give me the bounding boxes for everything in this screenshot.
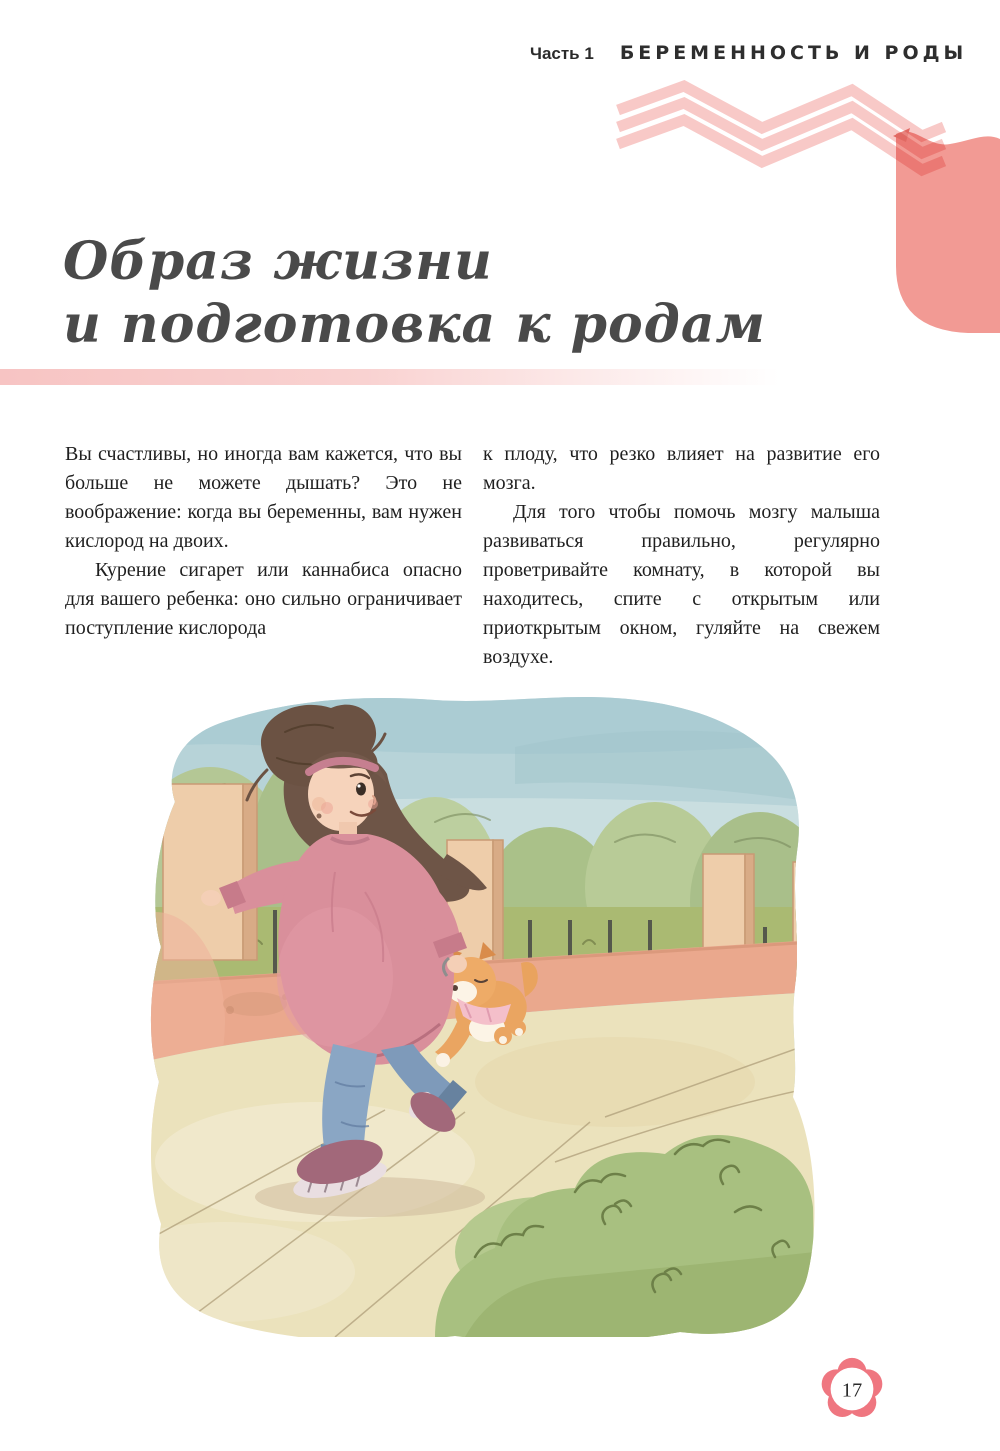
- paragraph: к плоду, что резко влияет на развитие его мозга.: [483, 443, 880, 494]
- zigzag-decoration: [606, 80, 948, 194]
- body-column-right: [483, 440, 880, 672]
- chapter-title-line1: Образ жизни: [63, 231, 493, 292]
- chapter-title: [63, 230, 766, 356]
- chapter-title-line2: и подготовка к родам: [63, 294, 766, 355]
- paragraph: Вы счастливы, но иногда вам кажется, что вы больше не можете дышать? Это не воображение: когда вы беременны, вам нужен кислород на двоих.: [65, 443, 462, 552]
- title-underline-decoration: [0, 369, 812, 385]
- part-label: Часть 1: [530, 44, 594, 63]
- page-number: 17: [841, 1379, 863, 1402]
- part-title: БЕРЕМЕННОСТЬ И РОДЫ: [619, 42, 968, 64]
- paragraph: Для того чтобы помочь мозгу малыша развиваться правильно, регулярно проветривайте комнату, в которой вы находитесь, спите с открытым или приоткрытым окном, гуляйте на свежем воздухе.: [483, 501, 880, 668]
- paragraph: Курение сигарет или каннабиса опасно для вашего ребенка: оно сильно ограничивает поступление кислорода: [65, 559, 462, 639]
- page-number-badge: [817, 1354, 887, 1424]
- pregnant-woman-walk-illustration: [135, 692, 815, 1337]
- running-head: [530, 42, 967, 64]
- body-column-left: [65, 440, 462, 643]
